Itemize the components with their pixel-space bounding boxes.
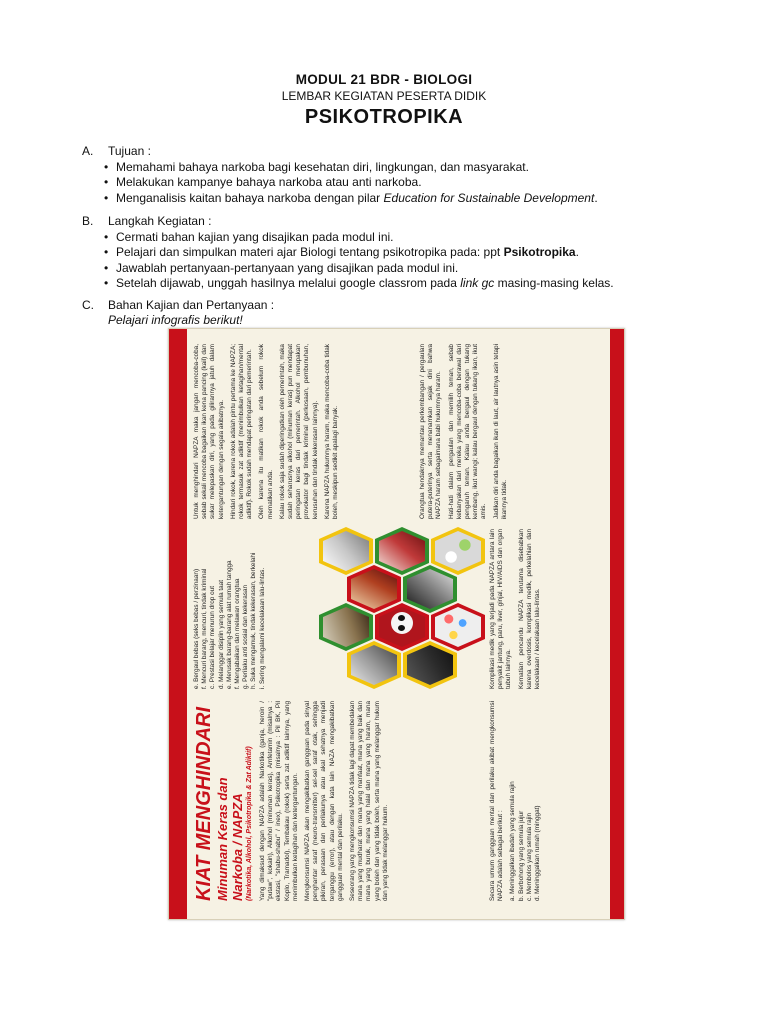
list-item: g. Perilaku anti sosial dan kekerasan <box>242 584 250 689</box>
column-2 <box>193 539 267 689</box>
list-item: d. Meninggalkan rumah (minggat) <box>534 805 542 901</box>
list-item: d. Melanggar disiplin yang semula taat <box>217 579 225 689</box>
effects-list-1 <box>509 701 542 901</box>
list-item: b. Berbohong yang semula jujur <box>517 810 525 901</box>
hexagon-photo <box>403 565 457 613</box>
list-item: c. Membolos yang semula rajin <box>525 812 533 901</box>
effects-list-2 <box>193 539 267 689</box>
column-1-bottom: Secara umum gangguan mental dan perilaku akibat mengkonsumsi NAPZA adalah sebagai berikut : a. Meninggalkan ibadah yang semula rajin b. Berbohong yang semula jujur c. Membolos yang semula rajin d. Meninggalkan rumah (minggat) <box>489 701 542 901</box>
list-item: • Memahami bahaya narkoba bagi kesehatan diri, lingkungan, dan masyarakat. <box>104 159 529 174</box>
infographic-content <box>169 329 624 919</box>
section-b-heading: B. Langkah Kegiatan : <box>82 214 212 228</box>
list-item: e. Merusak barang-barang alat rumah tangga <box>225 560 233 689</box>
langkah-list <box>82 230 614 292</box>
hexagon-photo <box>347 565 401 613</box>
column-3-bottom: Orangtua hendaknya memantau perkembangan / pergaulan putera-puterinya serta menanamkan sejak dini bahwa NAPZA haram sebagaimana babi hukumnya haram. Hati-hati dalam pergaulan dan memilih teman, sebab kebanyakan dari mereka yang mencoba-coba berawal dari pengaruh teman. Kalau anda bergaul dengan tukang kembang, ikut wangi; kalau bergaul dengan tukang ikan, ikut amis. Jadikan diri anda bagaikan ikan di laut, air lautnya asin tetapi ikannya tidak. <box>419 344 508 519</box>
section-c-heading: C. Bahan Kajian dan Pertanyaan : <box>82 298 275 312</box>
infographic <box>168 328 625 920</box>
list-item: • Menganalisis kaitan bahaya narkoba dengan pilar Education for Sustainable Development. <box>104 190 598 205</box>
hexagon-photo <box>347 641 401 689</box>
list-item: a. Meninggalkan ibadah yang semula rajin <box>509 781 517 901</box>
hexagon-photo-cluster <box>319 529 484 689</box>
list-item: f. Mengabaikan dan melawan orangtua <box>234 578 242 689</box>
tujuan-list <box>82 160 598 207</box>
column-1: Yang dimaksud dengan NAPZA adalah Narkotika (ganja, heroin / "putaw", kokain), Alkohol (minuman keras), Amfetamin (misalnya : ekstasi, "shabu-shabu" / inex), Psikotropika (misalnya : Pil BK, Pil Koplo, Tramadol), Tembakau (rokok) serta zat adiktif lainnya, yang menimbulkan ketagihan dan ketergantungan. Mengkonsumsi NAPZA akan mengakibatkan gangguan pada sinyal penghantar saraf (neuro-transmitter) sel-sel saraf otak, sehingga pikiran, perasaan dan perilakunya atau akal sehatnya menjadi terganggu (error), atau dengan kata lain NAZA mengakibatkan gangguan mental dan perilaku. Seseorang yang mengkonsumsi NAPZA tidak lagi dapat membedakan mana yang mudharat dan mana yang manfaat, mana yang baik dan mana yang buruk, mana yang halal dan mana yang haram, mana yang boleh dan yang tidak boleh, serta mana yang melanggar hukum dan yang tidak melanggar hukum. <box>259 701 389 901</box>
hexagon-photo <box>319 527 373 575</box>
list-item: • Jawablah pertanyaan-pertanyaan yang disajikan pada modul ini. <box>104 260 459 275</box>
list-item: • Pelajari dan simpulkan materi ajar Biologi tentang psikotropika pada: ppt Psikotropika. <box>104 245 579 259</box>
hexagon-photo <box>431 527 485 575</box>
list-item: f. Mencuri barang, mencuri, tindak kriminal <box>201 568 209 689</box>
list-item: • Melakukan kampanye bahaya narkoba atau anti narkoba. <box>104 175 422 189</box>
bottom-red-band <box>610 329 624 919</box>
hexagon-photo <box>319 603 373 651</box>
list-item: h. Suka mengamuk, tindak kekerasan, berkelahi <box>250 552 258 689</box>
hexagon-photo <box>431 603 485 651</box>
list-item: e. Bergaul bebas (seks bebas / perzinaan) <box>193 568 200 689</box>
column-2-bottom: Komplikasi medik yang terjadi pada NAPZA antara lain penyakit jantung, paru, liver, ginjal, HIV/AIDS dan organ tubuh lainnya. Kematian pencandu NAPZA terutama disebabkan karena overdosis, komplikasi medik, perkelahian dan kecelakaan / kecelakaan lalu-lintas. <box>489 529 542 689</box>
hexagon-photo <box>375 527 429 575</box>
skull-icon <box>391 612 413 634</box>
hexagon-photo <box>403 641 457 689</box>
infographic-title: KIAT MENGHINDARI Minuman Keras dan Narkoba / NAPZA (Narkotika, Alkohol, Psikotropika & Zat Adiktif) <box>193 706 253 901</box>
list-item: • Setelah dijawab, unggah hasilnya melalui google classrom pada link gc masing-masing kelas. <box>104 276 614 290</box>
module-subtitle: LEMBAR KEGIATAN PESERTA DIDIK <box>281 89 487 103</box>
module-title: MODUL 21 BDR - BIOLOGI <box>295 72 473 87</box>
top-red-band <box>169 329 187 919</box>
section-c-note: Pelajari infografis berikut! <box>108 313 243 327</box>
hexagon-photo <box>375 603 429 651</box>
topic-title: PSIKOTROPIKA <box>304 106 464 128</box>
list-item: • Cermati bahan kajian yang disajikan pada modul ini. <box>104 229 394 244</box>
list-item: i. Sering mengalami kecelakaan lalu-lintas. <box>258 567 266 689</box>
list-item: c. Prestasi belajar menurun drop out <box>209 585 217 689</box>
column-3: Untuk menghindari NAPZA maka jangan mencoba-coba, sebab sekali mencoba bagaikan ikan kena pancing (kail) dan sukar melepaskan diri, yang pada gilirannya jatuh dalam ketergantungan dengan segala akibatnya. Hindari rokok, karena rokok adalah pintu pertama ke NAPZA; rokok termasuk zat adiktif (menimbulkan ketagihan/mental adiktif). Rokok sudah mendapat peringatan dari pemerintah. Oleh karena itu matikan rokok anda sebelum rokok mematikan anda. Kalau rokok saja sudah diperingatkan oleh pemerintah, maka sudah seharusnya alkohol (minuman keras) pun mendapat peringatan keras dari pemerintah. Alkohol merupakan provokator bagi tindak kriminal (perkosaan, pembunuhan, kerusuhan dan tindak kekerasan lainnya). Karena NAPZA hukumnya haram, maka mencoba-coba tidak boleh, meskipun sedikit apalagi banyak. <box>193 344 340 519</box>
section-a-heading: A. Tujuan : <box>82 144 151 158</box>
document-header <box>0 72 768 129</box>
